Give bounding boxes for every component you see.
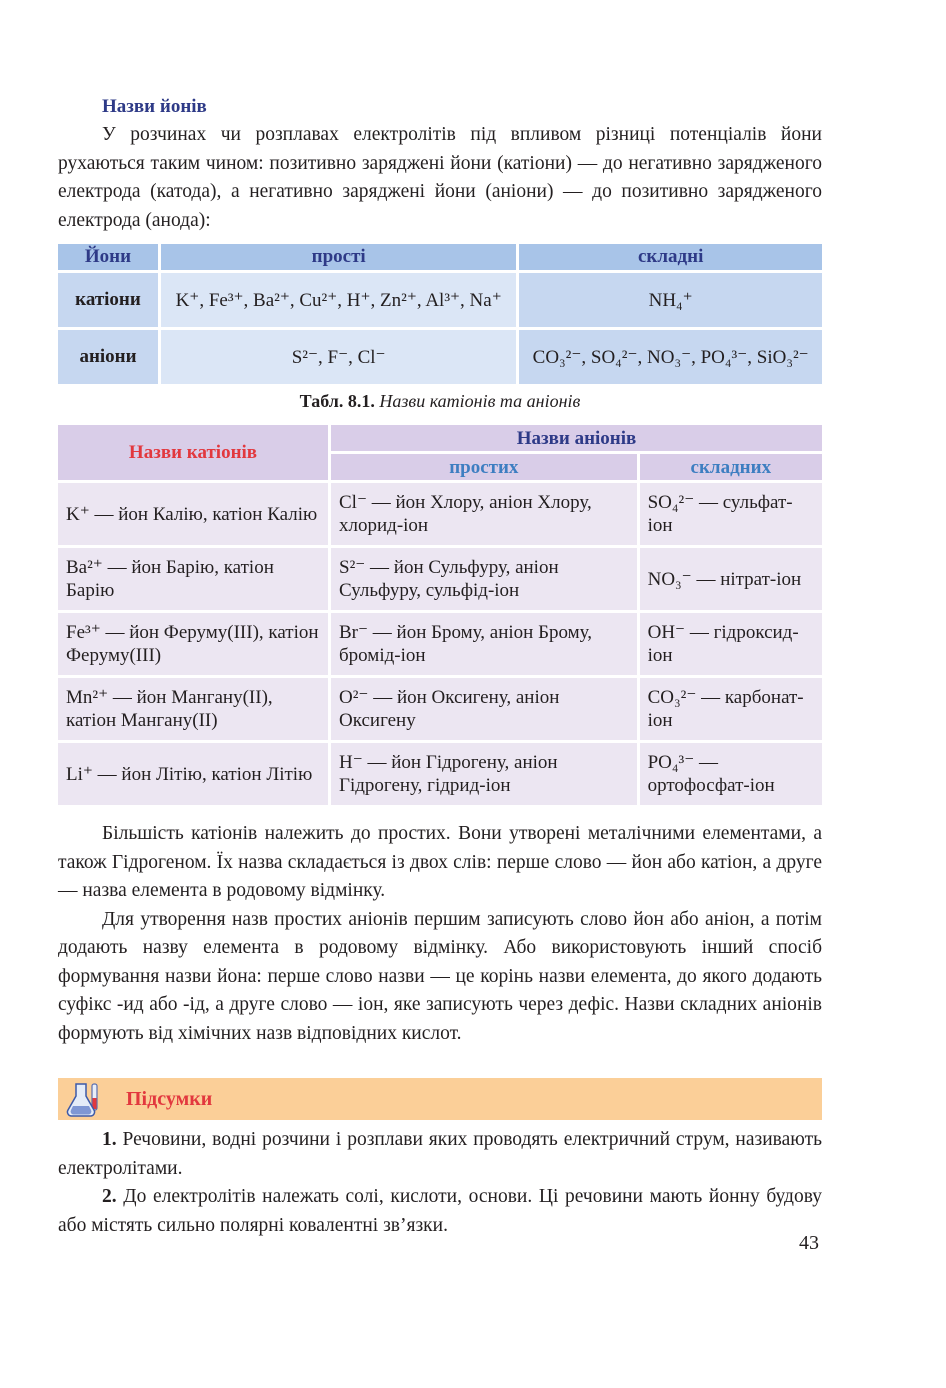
ions-table [55,241,825,387]
summary-item-text: До електролітів належать солі, кислоти, основи. Ці речовини мають йонну будову або містять сильно полярні ковалентні зв’язки. [58,1186,822,1236]
cation-name: Li⁺ — йон Літію, катіон Літію [58,743,328,805]
simple-header: прості [161,244,516,270]
table-caption [58,391,822,412]
page-number: 43 [799,1232,819,1254]
simple-anions-header: простих [331,454,637,480]
complex-header: складні [519,244,822,270]
simple-anion-name: H⁻ — йон Гідрогену, аніон Гідрогену, гідрид-іон [331,743,637,805]
complex-cations: NH₄⁺ [519,273,822,327]
complex-anion-name: OH⁻ — гідроксид-іон [640,613,822,675]
simple-anion-name: O²⁻ — йон Оксигену, аніон Оксигену [331,678,637,740]
table-row [58,483,822,545]
complex-anion-name: PO₄³⁻ — ортофосфат-іон [640,743,822,805]
complex-anions: CO₃²⁻, SO₄²⁻, NO₃⁻, PO₄³⁻, SiO₃²⁻ [519,330,822,384]
table-row [58,613,822,675]
simple-anion-name: S²⁻ — йон Сульфуру, аніон Сульфуру, сульфід-іон [331,548,637,610]
caption-label: Табл. 8.1. [299,391,375,411]
anions-label: аніони [58,330,158,384]
complex-anion-name: SO₄²⁻ — сульфат-іон [640,483,822,545]
table-row [58,548,822,610]
caption-text: Назви катіонів та аніонів [379,391,581,411]
summary-item [58,1126,822,1183]
simple-anion-name: Cl⁻ — йон Хлору, аніон Хлору, хлорид-іон [331,483,637,545]
cation-name: K⁺ — йон Калію, катіон Калію [58,483,328,545]
cation-name: Ba²⁺ — йон Барію, катіон Барію [58,548,328,610]
cation-name: Mn²⁺ — йон Мангану(II), катіон Мангану(II) [58,678,328,740]
cations-label: катіони [58,273,158,327]
section-heading: Назви йонів [102,96,207,117]
simple-cations: K⁺, Fe³⁺, Ba²⁺, Cu²⁺, H⁺, Zn²⁺, Al³⁺, Na⁺ [161,273,516,327]
anion-names-header: Назви аніонів [331,425,822,451]
cation-name: Fe³⁺ — йон Феруму(III), катіон Феруму(III) [58,613,328,675]
paragraph-cations: Більшість катіонів належить до простих. Вони утворені металічними елементами, а також Гідрогеном. Їх назва складається із двох слів: перше слово — йон або катіон, а друге — назва елемента в родовому відмінку. [58,823,822,901]
intro-paragraph: У розчинах чи розплавах електролітів під впливом різниці потенціалів йони рухаються таким чином: позитивно заряджені йони (катіони) — до негативно зарядженого електрода (катода), а негативно заряджені йони (аніони) — до позитивно зарядженого електрода (анода): [58,124,822,231]
summary-item-number: 1. [102,1129,117,1150]
paragraph-anions: Для утворення назв простих аніонів першим записують слово йон або аніон, а потім додають назву елемента в родовому відмінку. Або використовують інший спосіб формування назви йона: перше слово назви — це корінь назви елемента, до якого додають суфікс -ид або -ід, а друге слово — іон, яке записують через дефіс. Назви складних аніонів формують від хімічних назв відповідних кислот. [58,908,822,1044]
ions-header: Йони [58,244,158,270]
summary-item [58,1183,822,1240]
flask-icon [64,1078,108,1122]
page-content [58,96,822,1048]
summary-text [58,1126,822,1240]
table-row [58,743,822,805]
cation-names-header: Назви катіонів [58,425,328,480]
simple-anions: S²⁻, F⁻, Cl⁻ [161,330,516,384]
summary-title: Підсумки [126,1088,213,1110]
complex-anion-name: NO₃⁻ — нітрат-іон [640,548,822,610]
complex-anions-header: складних [640,454,822,480]
complex-anion-name: CO₃²⁻ — карбонат-іон [640,678,822,740]
table-row [58,678,822,740]
ion-names-table [55,422,825,808]
simple-anion-name: Br⁻ — йон Брому, аніон Брому, бромід-іон [331,613,637,675]
summary-item-number: 2. [102,1186,117,1207]
summary-item-text: Речовини, водні розчини і розплави яких проводять електричний струм, називають електролітами. [58,1129,822,1179]
